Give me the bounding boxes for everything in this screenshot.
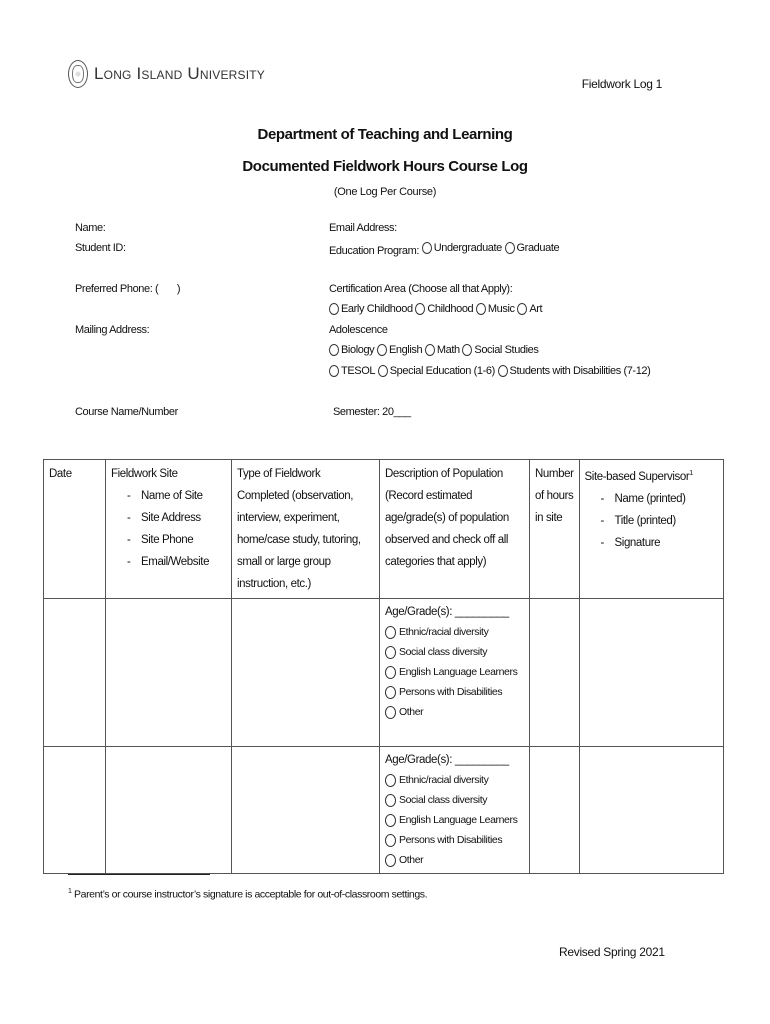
header-site-list	[125, 485, 226, 573]
category-checklist	[385, 770, 524, 870]
list-item: - Site Address	[125, 507, 226, 529]
education-program-label: Education Program:	[329, 245, 420, 257]
program-option-graduate[interactable]: Graduate	[505, 242, 560, 254]
checkbox-circle-icon[interactable]	[385, 686, 396, 699]
certification-row-2	[329, 344, 539, 359]
checkbox-circle-icon[interactable]	[385, 854, 396, 867]
category-ethnic[interactable]: Ethnic/racial diversity	[385, 770, 524, 790]
checkbox-circle-icon[interactable]	[385, 834, 396, 847]
header-date: Date	[44, 460, 106, 599]
certification-label: Certification Area (Choose all that Apply):	[329, 283, 513, 295]
type-cell[interactable]	[232, 747, 380, 874]
checkbox-circle-icon[interactable]	[377, 344, 387, 356]
phone-label: Preferred Phone: ( )	[75, 283, 181, 295]
list-item: - Site Phone	[125, 529, 226, 551]
page-label: Fieldwork Log 1	[581, 77, 662, 91]
fieldwork-log-table	[43, 459, 724, 874]
table-row	[44, 747, 724, 874]
university-seal-icon	[68, 60, 88, 88]
course-label: Course Name/Number	[75, 406, 178, 418]
checkbox-circle-icon[interactable]	[425, 344, 435, 356]
list-item: - Name of Site	[125, 485, 226, 507]
header-site-title: Fieldwork Site	[111, 468, 178, 480]
category-ell[interactable]: English Language Learners	[385, 662, 524, 682]
checkbox-circle-icon[interactable]	[385, 814, 396, 827]
table-row	[44, 599, 724, 747]
log-note: (One Log Per Course)	[333, 186, 437, 198]
category-other[interactable]: Other	[385, 702, 524, 722]
cert-option-tesol[interactable]: TESOL	[329, 365, 375, 377]
cert-option-childhood[interactable]: Childhood	[415, 303, 473, 315]
certification-row-1	[329, 303, 542, 318]
logo-text: Long Island University	[94, 64, 265, 83]
hours-cell[interactable]	[530, 599, 580, 747]
university-logo	[68, 60, 265, 88]
header-fieldwork-type: Type of Fieldwork Completed (observation, interview, experiment, home/case study, tutoring, small or large group instruction, etc.)	[232, 460, 380, 599]
radio-circle-icon[interactable]	[505, 242, 515, 254]
age-grade-field[interactable]: Age/Grade(s): _________	[385, 754, 509, 766]
checkbox-circle-icon[interactable]	[498, 365, 508, 377]
checkbox-circle-icon[interactable]	[517, 303, 527, 315]
department-title: Department of Teaching and Learning	[257, 126, 513, 143]
table-header-row	[44, 460, 724, 599]
footnote	[68, 888, 427, 901]
age-grade-field[interactable]: Age/Grade(s): _________	[385, 606, 509, 618]
revision-date: Revised Spring 2021	[559, 945, 665, 959]
checkbox-circle-icon[interactable]	[476, 303, 486, 315]
checkbox-circle-icon[interactable]	[385, 706, 396, 719]
email-label: Email Address:	[329, 222, 397, 234]
cert-option-biology[interactable]: Biology	[329, 344, 374, 356]
cert-option-art[interactable]: Art	[517, 303, 542, 315]
supervisor-cell[interactable]	[579, 747, 723, 874]
date-cell[interactable]	[44, 747, 106, 874]
header-population-description: Description of Population (Record estimated age/grade(s) of population observed and check off all categories that apply)	[380, 460, 530, 599]
cert-option-early-childhood[interactable]: Early Childhood	[329, 303, 413, 315]
category-ethnic[interactable]: Ethnic/racial diversity	[385, 622, 524, 642]
header-supervisor-list	[599, 488, 718, 554]
footnote-mark: 1	[68, 888, 72, 895]
checkbox-circle-icon[interactable]	[385, 794, 396, 807]
site-cell[interactable]	[106, 599, 232, 747]
checkbox-circle-icon[interactable]	[329, 303, 339, 315]
header-supervisor	[579, 460, 723, 599]
supervisor-cell[interactable]	[579, 599, 723, 747]
cert-option-english[interactable]: English	[377, 344, 422, 356]
list-item: - Email/Website	[125, 551, 226, 573]
certification-row-3	[329, 365, 650, 380]
category-disabilities[interactable]: Persons with Disabilities	[385, 830, 524, 850]
list-item: - Title (printed)	[599, 510, 718, 532]
log-title: Documented Fieldwork Hours Course Log	[242, 158, 528, 175]
header-hours: Number of hours in site	[530, 460, 580, 599]
category-social-class[interactable]: Social class diversity	[385, 790, 524, 810]
category-social-class[interactable]: Social class diversity	[385, 642, 524, 662]
cert-option-students-with-disabilities[interactable]: Students with Disabilities (7-12)	[498, 365, 651, 377]
population-cell	[380, 747, 530, 874]
hours-cell[interactable]	[530, 747, 580, 874]
category-disabilities[interactable]: Persons with Disabilities	[385, 682, 524, 702]
checkbox-circle-icon[interactable]	[329, 344, 339, 356]
cert-option-music[interactable]: Music	[476, 303, 515, 315]
checkbox-circle-icon[interactable]	[329, 365, 339, 377]
population-cell	[380, 599, 530, 747]
checkbox-circle-icon[interactable]	[385, 626, 396, 639]
category-ell[interactable]: English Language Learners	[385, 810, 524, 830]
header-supervisor-title: Site-based Supervisor$^1$	[584, 470, 693, 483]
cert-option-math[interactable]: Math	[425, 344, 460, 356]
student-id-label: Student ID:	[75, 242, 126, 254]
name-label: Name:	[75, 222, 106, 234]
checkbox-circle-icon[interactable]	[462, 344, 472, 356]
header-fieldwork-site	[106, 460, 232, 599]
cert-option-social-studies[interactable]: Social Studies	[462, 344, 538, 356]
radio-circle-icon[interactable]	[422, 242, 432, 254]
checkbox-circle-icon[interactable]	[415, 303, 425, 315]
type-cell[interactable]	[232, 599, 380, 747]
site-cell[interactable]	[106, 747, 232, 874]
mailing-address-label: Mailing Address:	[75, 324, 150, 336]
adolescence-label: Adolescence	[329, 324, 388, 336]
semester-label: Semester: 20___	[333, 406, 411, 418]
footnote-divider	[68, 874, 210, 875]
checkbox-circle-icon[interactable]	[385, 646, 396, 659]
checkbox-circle-icon[interactable]	[385, 774, 396, 787]
checkbox-circle-icon[interactable]	[385, 666, 396, 679]
cert-option-special-education[interactable]: Special Education (1-6)	[378, 365, 495, 377]
program-option-undergraduate[interactable]: Undergraduate	[422, 242, 502, 254]
list-item: - Name (printed)	[599, 488, 718, 510]
footnote-text: Parent’s or course instructor’s signature is acceptable for out-of-classroom settings.	[74, 888, 428, 901]
list-item: - Signature	[599, 532, 718, 554]
checkbox-circle-icon[interactable]	[378, 365, 388, 377]
date-cell[interactable]	[44, 599, 106, 747]
education-program	[329, 242, 559, 257]
category-checklist	[385, 622, 524, 722]
category-other[interactable]: Other	[385, 850, 524, 870]
